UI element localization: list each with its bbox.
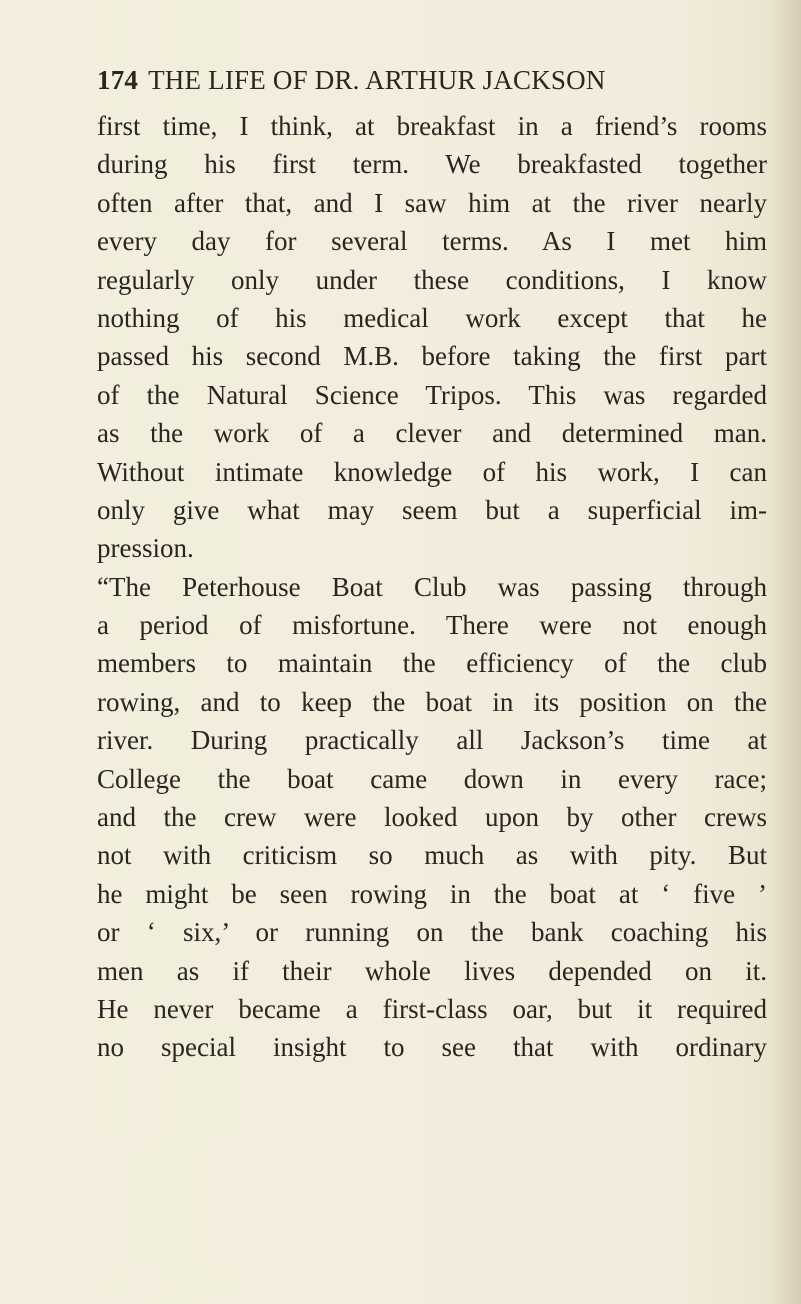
text-line: not with criticism so much as with pity. But [97,840,767,871]
text-line: members to maintain the efficiency of the club [97,648,767,679]
running-header [97,60,737,100]
text-line: and the crew were looked upon by other crews [97,802,767,833]
text-line: nothing of his medical work except that he [97,302,767,333]
text-line: rowing, and to keep the boat in its position on the [97,686,767,717]
text-line: as the work of a clever and determined man. [97,418,767,449]
text-line: Without intimate knowledge of his work, I can [97,456,767,487]
text-line: men as if their whole lives depended on it. [97,955,767,986]
text-line: only give what may seem but a superficial im- [97,494,767,525]
text-line: regularly only under these conditions, I know [97,264,767,295]
text-line: pression. [97,533,194,564]
text-line: College the boat came down in every race; [97,763,767,794]
text-line: every day for several terms. As I met him [97,226,767,257]
page-number: 174 [97,65,139,95]
text-line: “The Peterhouse Boat Club was passing through [97,571,767,602]
text-line: during his first term. We breakfasted together [97,149,767,180]
running-title: THE LIFE OF DR. ARTHUR JACKSON [148,65,606,95]
text-line: often after that, and I saw him at the river nearly [97,187,767,218]
text-line: or ‘ six,’ or running on the bank coaching his [97,917,767,948]
body-text [97,107,767,1067]
text-line: river. During practically all Jackson’s time at [97,725,767,756]
text-line: He never became a first-class oar, but it required [97,993,767,1024]
page-edge-shadow [771,0,801,1304]
text-line: passed his second M.B. before taking the first part [97,341,767,372]
text-line: of the Natural Science Tripos. This was regarded [97,379,767,410]
text-line: no special insight to see that with ordinary [97,1032,767,1063]
text-line: he might be seen rowing in the boat at ‘ five ’ [97,878,767,909]
text-line: a period of misfortune. There were not enough [97,610,767,641]
text-line: first time, I think, at breakfast in a friend’s rooms [97,111,767,141]
